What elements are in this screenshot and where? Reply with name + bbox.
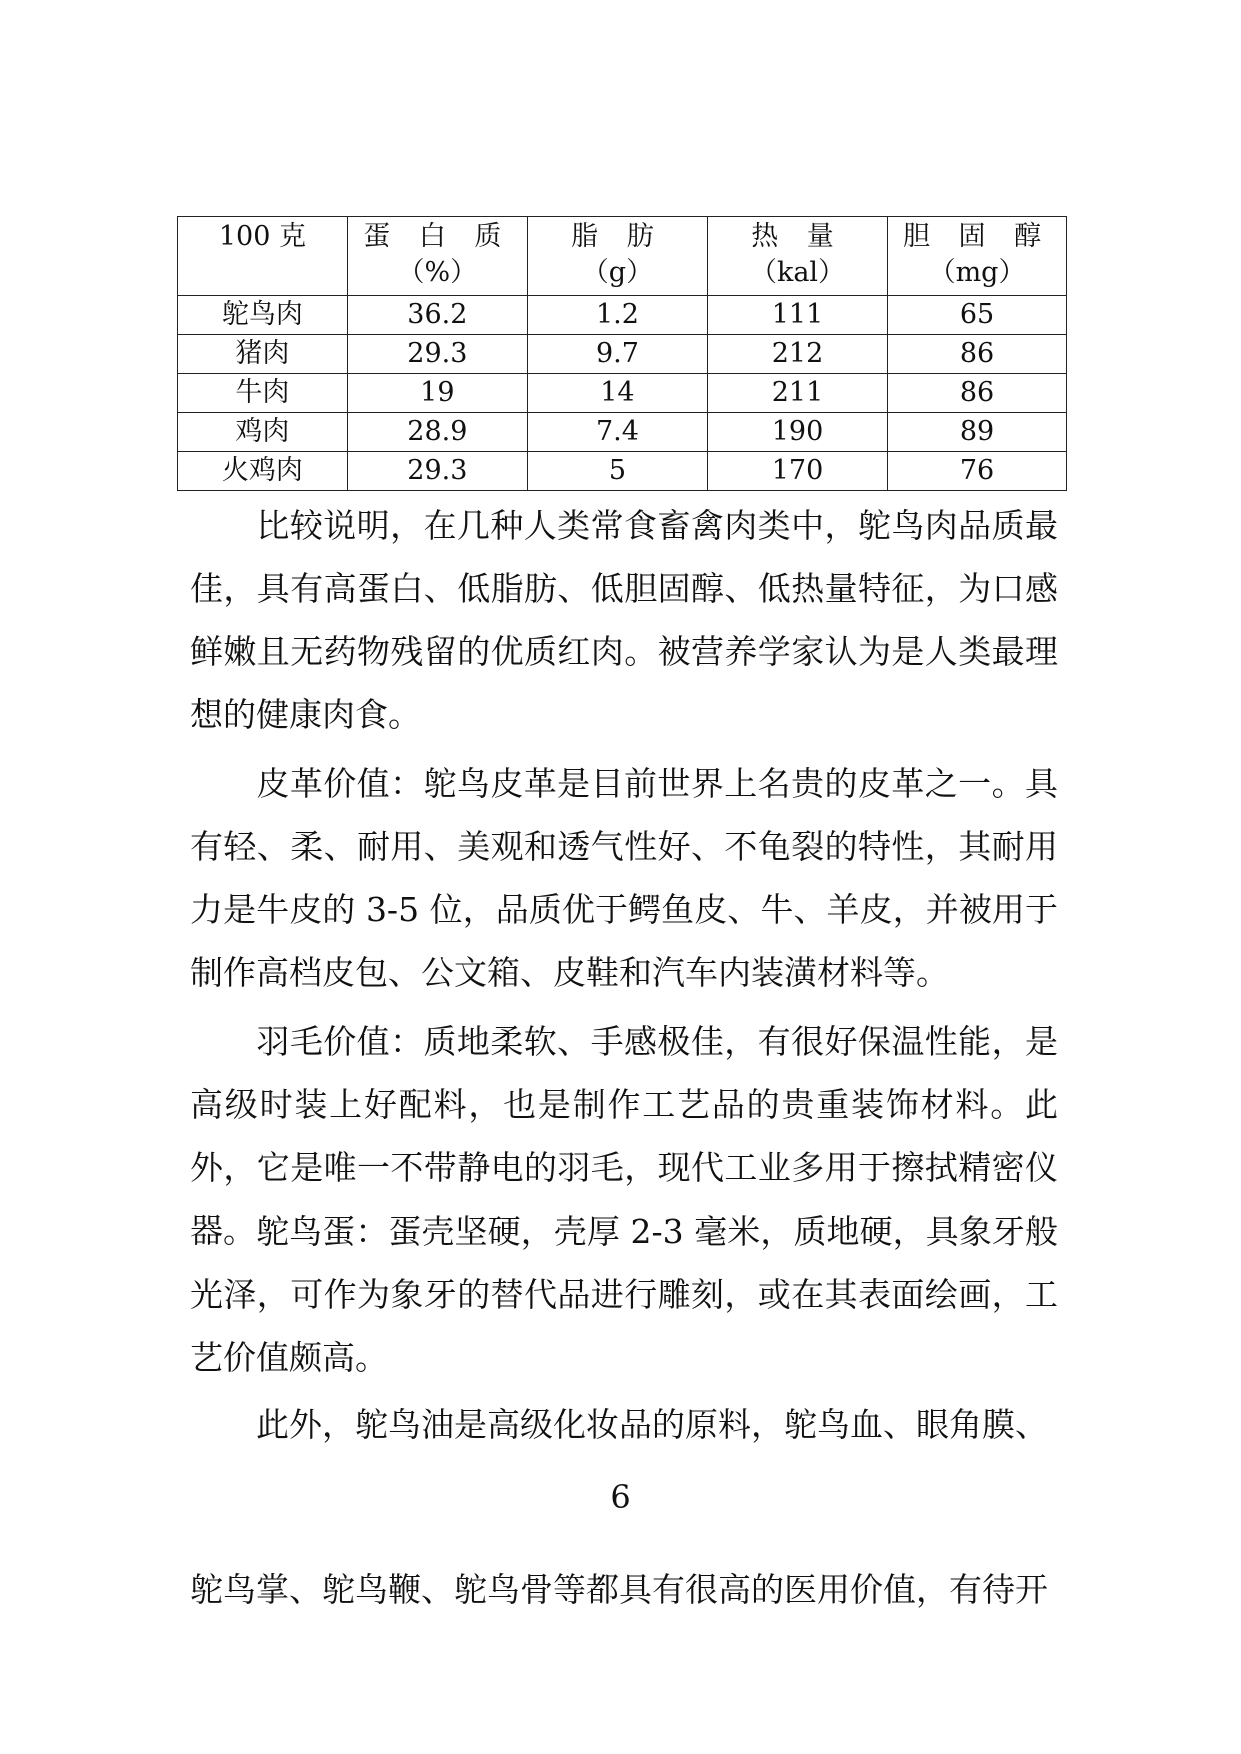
paragraph-comparison bbox=[190, 494, 1058, 746]
table-cell: 111 bbox=[707, 296, 887, 335]
paragraph-ostrich-egg bbox=[190, 1200, 1058, 1389]
paragraph-text: 鸵鸟掌、鸵鸟鞭、鸵鸟骨等都具有很高的医用价值，有待开 bbox=[190, 1570, 1048, 1609]
paragraph-text: 比较说明，在几种人类常食畜禽肉类中，鸵鸟肉品质最佳，具有高蛋白、低脂肪、低胆固醇、低热量特征，为口感鲜嫩且无药物残留的优质红肉。被营养学家认为是人类最理想的健康肉食。 bbox=[190, 506, 1058, 734]
table-cell: 29.3 bbox=[347, 452, 527, 491]
table-cell: 7.4 bbox=[527, 413, 707, 452]
header-label: 蛋 白 质 bbox=[363, 221, 512, 252]
table-row bbox=[178, 335, 1067, 374]
table-cell: 19 bbox=[347, 374, 527, 413]
table-cell: 190 bbox=[707, 413, 887, 452]
table-row bbox=[178, 374, 1067, 413]
header-label: 100 克 bbox=[218, 221, 306, 252]
table-cell: 14 bbox=[527, 374, 707, 413]
paragraph-text: 皮革价值：鸵鸟皮革是目前世界上名贵的皮革之一。具有轻、柔、耐用、美观和透气性好、不龟裂的特性，其耐用力是牛皮的 3-5 位，品质优于鳄鱼皮、牛、羊皮，并被用于制作高档皮包、公文箱、皮鞋和汽车内装潢材料等。 bbox=[190, 764, 1058, 992]
table-cell: 76 bbox=[888, 452, 1067, 491]
header-unit: （g） bbox=[581, 257, 654, 288]
table-cell: 89 bbox=[888, 413, 1067, 452]
table-cell: 5 bbox=[527, 452, 707, 491]
table-cell: 211 bbox=[707, 374, 887, 413]
header-cell bbox=[888, 217, 1067, 296]
page-number: 6 bbox=[610, 1478, 631, 1516]
header-label: 热 量 bbox=[751, 221, 844, 252]
paragraph-text: 羽毛价值：质地柔软、手感极佳，有很好保温性能，是高级时装上好配料，也是制作工艺品的贵重装饰材料。此外，它是唯一不带静电的羽毛，现代工业多用于擦拭精密仪器。 bbox=[190, 1022, 1058, 1250]
table-cell: 29.3 bbox=[347, 335, 527, 374]
table-cell: 65 bbox=[888, 296, 1067, 335]
table-row bbox=[178, 413, 1067, 452]
paragraph-continuation bbox=[190, 1558, 1058, 1621]
table-cell: 猪肉 bbox=[178, 335, 348, 374]
table-cell: 212 bbox=[707, 335, 887, 374]
table-cell: 9.7 bbox=[527, 335, 707, 374]
nutrition-table bbox=[177, 216, 1067, 491]
header-unit: （mg） bbox=[928, 257, 1026, 288]
header-label: 胆 固 醇 bbox=[902, 221, 1052, 252]
table-header-row bbox=[178, 217, 1067, 296]
header-unit: （kal） bbox=[749, 257, 846, 288]
paragraph-other-uses bbox=[190, 1393, 1058, 1456]
header-unit: （%） bbox=[397, 257, 478, 288]
table-cell: 86 bbox=[888, 374, 1067, 413]
paragraph-text: 此外，鸵鸟油是高级化妆品的原料，鸵鸟血、眼角膜、 bbox=[256, 1405, 1048, 1444]
header-cell bbox=[707, 217, 887, 296]
table-cell: 28.9 bbox=[347, 413, 527, 452]
paragraph-leather-value bbox=[190, 752, 1058, 1004]
header-cell bbox=[527, 217, 707, 296]
table-cell: 1.2 bbox=[527, 296, 707, 335]
table-row bbox=[178, 452, 1067, 491]
table-cell: 鸡肉 bbox=[178, 413, 348, 452]
header-cell bbox=[347, 217, 527, 296]
table-cell: 86 bbox=[888, 335, 1067, 374]
table-row bbox=[178, 296, 1067, 335]
header-label: 脂 肪 bbox=[571, 221, 664, 252]
table-cell: 牛肉 bbox=[178, 374, 348, 413]
header-cell bbox=[178, 217, 348, 296]
paragraph-text: 鸵鸟蛋：蛋壳坚硬，壳厚 2-3 毫米，质地硬，具象牙般光泽，可作为象牙的替代品进行雕刻，或在其表面绘画，工艺价值颇高。 bbox=[190, 1212, 1058, 1377]
table-cell: 鸵鸟肉 bbox=[178, 296, 348, 335]
table-cell: 火鸡肉 bbox=[178, 452, 348, 491]
table-cell: 36.2 bbox=[347, 296, 527, 335]
table-cell: 170 bbox=[707, 452, 887, 491]
